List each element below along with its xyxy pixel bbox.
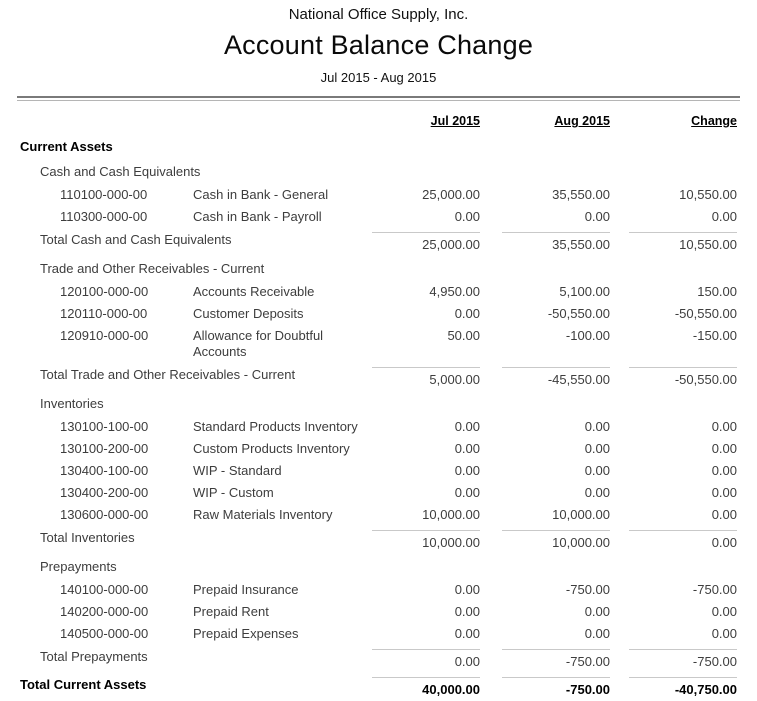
column-header-row	[20, 101, 739, 134]
amount-cell	[482, 673, 612, 701]
amount-value: 35,550.00	[552, 187, 610, 202]
account-row	[20, 184, 739, 206]
group-row	[20, 134, 739, 159]
amount-cell	[482, 601, 612, 623]
group-row	[20, 159, 739, 184]
row-label-cell	[20, 325, 372, 363]
report-title: Account Balance Change	[223, 30, 534, 60]
amount-value: 40,000.00	[372, 677, 480, 698]
amount-cell	[612, 206, 739, 228]
amount-value: 0.00	[584, 209, 610, 224]
amount-value: 0.00	[454, 441, 480, 456]
account-name: Cash in Bank - General	[193, 187, 329, 202]
amount-cell	[372, 438, 482, 460]
column-header-aug: Aug 2015	[554, 114, 610, 128]
amount-cell	[612, 645, 739, 673]
amount-value: 0.00	[454, 604, 480, 619]
amount-cell	[482, 184, 612, 206]
amount-cell	[372, 134, 482, 159]
account-name: Cash in Bank - Payroll	[193, 209, 322, 224]
account-name: Prepaid Insurance	[193, 582, 299, 597]
amount-cell	[482, 391, 612, 416]
account-name: WIP - Standard	[193, 463, 282, 478]
amount-cell	[482, 325, 612, 363]
amount-value: 0.00	[584, 419, 610, 434]
account-row	[20, 460, 739, 482]
account-name: Prepaid Rent	[193, 604, 269, 619]
account-code: 120910-000-00	[60, 328, 149, 343]
amount-cell	[612, 363, 739, 391]
row-label-cell	[20, 416, 372, 438]
account-row	[20, 482, 739, 504]
row-label-cell	[20, 256, 372, 281]
section-label: Prepayments	[40, 559, 117, 574]
amount-cell	[372, 256, 482, 281]
amount-cell	[482, 303, 612, 325]
amount-value: 0.00	[629, 530, 737, 551]
amount-cell	[372, 504, 482, 526]
amount-cell	[612, 228, 739, 256]
amount-value: 10,550.00	[679, 187, 737, 202]
amount-cell	[372, 325, 482, 363]
amount-cell	[482, 554, 612, 579]
account-name: Standard Products Inventory	[193, 419, 358, 434]
row-label-cell	[20, 673, 372, 701]
column-header-change: Change	[691, 114, 737, 128]
amount-cell	[482, 460, 612, 482]
amount-cell	[372, 228, 482, 256]
amount-cell	[612, 601, 739, 623]
group-row	[20, 554, 739, 579]
amount-cell	[482, 526, 612, 554]
amount-value: -750.00	[565, 582, 610, 597]
amount-value: 0.00	[711, 604, 737, 619]
amount-value: -40,750.00	[629, 677, 737, 698]
amount-value: -100.00	[565, 328, 610, 343]
amount-cell	[612, 526, 739, 554]
amount-cell	[482, 579, 612, 601]
amount-value: 0.00	[584, 485, 610, 500]
account-row	[20, 281, 739, 303]
total-label: Total Trade and Other Receivables - Current	[40, 367, 296, 382]
row-label-cell	[20, 601, 372, 623]
group-row	[20, 256, 739, 281]
account-row	[20, 623, 739, 645]
column-header-account	[20, 101, 372, 134]
amount-cell	[612, 673, 739, 701]
amount-cell	[612, 460, 739, 482]
amount-value: 25,000.00	[372, 232, 480, 253]
row-label-cell	[20, 363, 372, 391]
total-row	[20, 526, 739, 554]
report-table	[20, 101, 739, 701]
row-label-cell	[20, 460, 372, 482]
report-period: Jul 2015 - Aug 2015	[320, 70, 437, 85]
amount-value: 10,000.00	[372, 530, 480, 551]
account-code: 130400-200-00	[60, 485, 149, 500]
account-row	[20, 206, 739, 228]
account-row	[20, 416, 739, 438]
amount-value: 0.00	[584, 626, 610, 641]
amount-value: -750.00	[629, 649, 737, 670]
amount-cell	[612, 504, 739, 526]
amount-cell	[482, 482, 612, 504]
amount-value: -750.00	[692, 582, 737, 597]
row-label-cell	[20, 228, 372, 256]
section-label: Inventories	[40, 396, 104, 411]
account-name: Custom Products Inventory	[193, 441, 350, 456]
account-code: 130600-000-00	[60, 507, 149, 522]
account-code: 140200-000-00	[60, 604, 149, 619]
amount-cell	[612, 482, 739, 504]
amount-value: 50.00	[447, 328, 480, 343]
amount-cell	[372, 460, 482, 482]
amount-value: 0.00	[454, 419, 480, 434]
amount-cell	[612, 554, 739, 579]
total-row	[20, 363, 739, 391]
amount-value: 150.00	[697, 284, 737, 299]
amount-cell	[372, 554, 482, 579]
amount-cell	[372, 482, 482, 504]
amount-value: 0.00	[454, 306, 480, 321]
amount-value: -50,550.00	[629, 367, 737, 388]
amount-value: 4,950.00	[429, 284, 480, 299]
account-name: Customer Deposits	[193, 306, 304, 321]
amount-value: 0.00	[711, 441, 737, 456]
account-code: 130100-200-00	[60, 441, 149, 456]
amount-cell	[612, 579, 739, 601]
amount-cell	[482, 623, 612, 645]
account-code: 120110-000-00	[60, 306, 148, 321]
row-label-cell	[20, 482, 372, 504]
amount-value: -150.00	[692, 328, 737, 343]
row-label-cell	[20, 504, 372, 526]
amount-cell	[482, 228, 612, 256]
amount-cell	[612, 134, 739, 159]
account-code: 130400-100-00	[60, 463, 149, 478]
amount-cell	[372, 673, 482, 701]
amount-value: -750.00	[502, 677, 610, 698]
amount-value: 0.00	[711, 507, 737, 522]
account-name: Allowance for Doubtful Accounts	[193, 328, 324, 359]
amount-cell	[372, 623, 482, 645]
amount-value: 0.00	[711, 463, 737, 478]
report-table-body	[20, 134, 739, 701]
amount-cell	[482, 438, 612, 460]
amount-value: -45,550.00	[502, 367, 610, 388]
account-row	[20, 579, 739, 601]
amount-cell	[482, 134, 612, 159]
amount-cell	[482, 416, 612, 438]
total-row	[20, 645, 739, 673]
amount-value: 0.00	[584, 604, 610, 619]
amount-value: 10,000.00	[502, 530, 610, 551]
company-name: National Office Supply, Inc.	[288, 6, 469, 23]
account-code: 130100-100-00	[60, 419, 149, 434]
amount-cell	[372, 159, 482, 184]
account-row	[20, 601, 739, 623]
amount-cell	[372, 645, 482, 673]
amount-value: 5,000.00	[372, 367, 480, 388]
amount-cell	[482, 159, 612, 184]
amount-cell	[612, 256, 739, 281]
account-code: 110100-000-00	[60, 187, 148, 202]
row-label-cell	[20, 526, 372, 554]
group-row	[20, 391, 739, 416]
amount-value: 25,000.00	[422, 187, 480, 202]
total-label: Total Current Assets	[20, 677, 147, 692]
amount-cell	[372, 184, 482, 206]
amount-cell	[482, 256, 612, 281]
amount-value: -750.00	[502, 649, 610, 670]
amount-cell	[482, 363, 612, 391]
row-label-cell	[20, 579, 372, 601]
amount-value: -50,550.00	[547, 306, 610, 321]
amount-value: 0.00	[584, 463, 610, 478]
amount-value: 0.00	[454, 582, 480, 597]
amount-value: 10,000.00	[552, 507, 610, 522]
amount-value: 0.00	[454, 463, 480, 478]
row-label-cell	[20, 645, 372, 673]
section-label: Cash and Cash Equivalents	[40, 164, 201, 179]
amount-value: 0.00	[711, 626, 737, 641]
amount-cell	[612, 623, 739, 645]
row-label-cell	[20, 438, 372, 460]
row-label-cell	[20, 184, 372, 206]
row-label-cell	[20, 391, 372, 416]
amount-value: 0.00	[372, 649, 480, 670]
account-row	[20, 325, 739, 363]
amount-cell	[372, 303, 482, 325]
row-label-cell	[20, 554, 372, 579]
amount-cell	[372, 526, 482, 554]
section-label: Current Assets	[20, 139, 113, 154]
amount-value: 10,000.00	[422, 507, 480, 522]
section-label: Trade and Other Receivables - Current	[40, 261, 265, 276]
row-label-cell	[20, 281, 372, 303]
row-label-cell	[20, 623, 372, 645]
row-label-cell	[20, 134, 372, 159]
total-label: Total Prepayments	[40, 649, 148, 664]
amount-value: 0.00	[454, 209, 480, 224]
amount-value: 0.00	[454, 485, 480, 500]
amount-cell	[612, 159, 739, 184]
account-code: 140100-000-00	[60, 582, 149, 597]
amount-value: 0.00	[584, 441, 610, 456]
amount-cell	[372, 579, 482, 601]
account-name: Prepaid Expenses	[193, 626, 299, 641]
column-header-jul: Jul 2015	[430, 114, 480, 128]
amount-cell	[612, 325, 739, 363]
amount-value: -50,550.00	[674, 306, 737, 321]
account-row	[20, 504, 739, 526]
amount-value: 0.00	[711, 485, 737, 500]
account-row	[20, 303, 739, 325]
amount-value: 0.00	[711, 209, 737, 224]
total-row	[20, 228, 739, 256]
amount-cell	[612, 416, 739, 438]
amount-cell	[612, 281, 739, 303]
amount-cell	[372, 416, 482, 438]
account-code: 120100-000-00	[60, 284, 149, 299]
amount-cell	[482, 281, 612, 303]
account-row	[20, 438, 739, 460]
amount-cell	[372, 363, 482, 391]
total-row	[20, 673, 739, 701]
account-code: 140500-000-00	[60, 626, 149, 641]
row-label-cell	[20, 206, 372, 228]
account-name: Accounts Receivable	[193, 284, 315, 299]
account-code: 110300-000-00	[60, 209, 148, 224]
total-label: Total Cash and Cash Equivalents	[40, 232, 232, 247]
amount-cell	[482, 206, 612, 228]
amount-value: 5,100.00	[559, 284, 610, 299]
row-label-cell	[20, 303, 372, 325]
amount-cell	[482, 504, 612, 526]
amount-value: 0.00	[711, 419, 737, 434]
amount-cell	[612, 438, 739, 460]
amount-cell	[372, 206, 482, 228]
total-label: Total Inventories	[40, 530, 135, 545]
amount-cell	[372, 601, 482, 623]
amount-cell	[482, 645, 612, 673]
amount-cell	[612, 303, 739, 325]
amount-value: 0.00	[454, 626, 480, 641]
amount-value: 10,550.00	[629, 232, 737, 253]
amount-cell	[612, 391, 739, 416]
row-label-cell	[20, 159, 372, 184]
amount-cell	[612, 184, 739, 206]
amount-cell	[372, 391, 482, 416]
amount-cell	[372, 281, 482, 303]
account-name: Raw Materials Inventory	[193, 507, 333, 522]
account-name: WIP - Custom	[193, 485, 274, 500]
amount-value: 35,550.00	[502, 232, 610, 253]
